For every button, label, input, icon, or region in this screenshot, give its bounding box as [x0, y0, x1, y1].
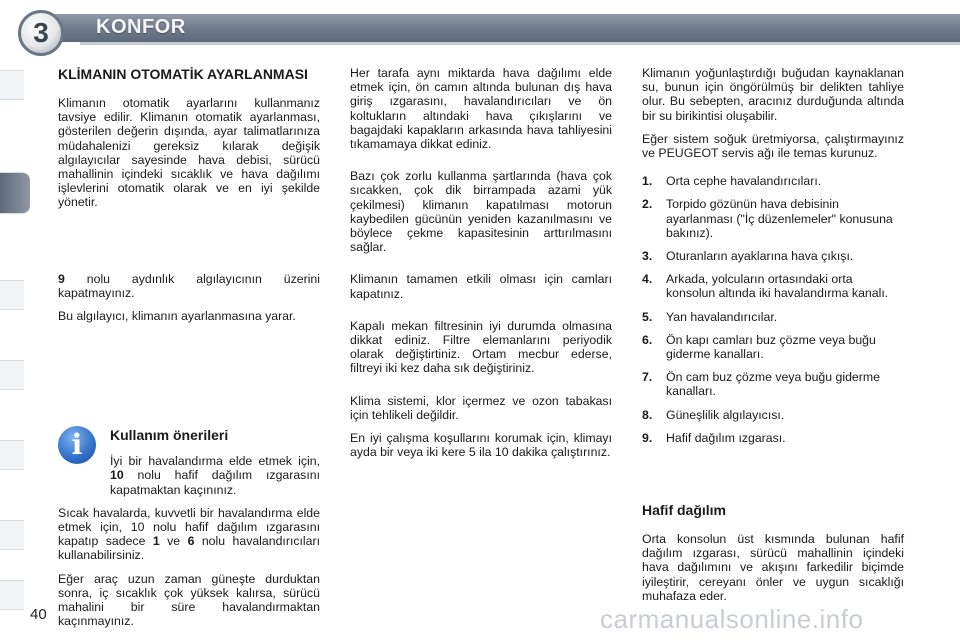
- list-number: 3.: [642, 249, 653, 264]
- list-text: Güneşlilik algılayıcısı.: [666, 407, 785, 422]
- paragraph: Klimanın otomatik ayarlarını kullanmanız tavsiye edilir. Klimanın otomatik ayarlanması, gösterilen değerin dışında, ayar talimatlarınıza müdahalenizi gereksiz kılarak değişik algılayıcılar sayesinde hava debisi, sürücü mahallinin içindeki sıcaklık ve hava dağılımı işlevlerini otomatik olarak ve en iyi şekilde yönetir.: [58, 96, 320, 210]
- chapter-side-tabs: [0, 60, 28, 620]
- list-text: Orta cephe havalandırıcıları.: [666, 174, 822, 189]
- paragraph-text: nolu aydınlık algılayıcının üzerini kapatmayınız.: [58, 271, 320, 300]
- list-item: [642, 249, 904, 263]
- list-number: 6.: [642, 332, 653, 347]
- list-text: Oturanların ayaklarına hava çıkışı.: [666, 249, 854, 264]
- column-middle: [350, 66, 612, 468]
- paragraph: Klimanın tamamen etkili olması için camları kapatınız.: [350, 272, 612, 301]
- list-item: [642, 431, 904, 445]
- paragraph: Eğer araç uzun zaman güneşte durduktan sonra, iç sıcaklık çok yüksek kalırsa, sürücü mahalini bir süre havalandırmaktan kaçınmayınız.: [58, 571, 320, 629]
- paragraph-text: Sıcak havalarda, kuvvetli bir havalandırma elde etmek için, 10 nolu hafif dağılım ızgarasını kapatıp sadece: [58, 505, 320, 549]
- watermark: carmanualsonline.info: [600, 604, 864, 634]
- paragraph: Bazı çok zorlu kullanma şartlarında (hava çok sıcakken, çok dik birrampada azami yük çekilmesi) klimanın kapatılması motorun kaybedilen gücünün yeniden kazanılmasını ve böylece çekme kapasitesinin arttırılmasını sağlar.: [350, 169, 612, 255]
- paragraph-text: ve: [159, 534, 188, 549]
- list-item: [642, 408, 904, 422]
- side-tab[interactable]: [0, 580, 24, 610]
- chapter-number-badge: 3: [18, 10, 64, 56]
- list-text: Ön cam buz çözme veya buğu giderme kanalları.: [666, 370, 880, 399]
- section-title: KLİMANIN OTOMATİK AYARLANMASI: [58, 66, 308, 82]
- list-item: [642, 197, 904, 240]
- column-right: [642, 66, 904, 454]
- paragraph-text: nolu havalandırıcıları kullanabilirsiniz.: [58, 534, 321, 563]
- paragraph-text: nolu hafif dağılım ızgarasını kapatmaktan kaçınınız.: [110, 468, 320, 497]
- side-tab[interactable]: [0, 440, 24, 470]
- paragraph: Her tarafa aynı miktarda hava dağılımı elde etmek için, ön camın altında bulunan dış hava giriş ızgarasını, havalandırıcıları ve ön koltukların altındaki hava çıkışlarını ve bagajdaki kapakların arkasında hava tahliyesini tıkamamaya dikkat ediniz.: [350, 66, 612, 152]
- page-title: KONFOR: [96, 16, 186, 38]
- column-left: [58, 66, 320, 332]
- paragraph: Kapalı mekan filtresinin iyi durumda olmasına dikkat ediniz. Filtre elemanlarını periyodik olarak değiştirtiniz. Ortam mecbur ederse, filtreyi iki kez daha sık değiştiriniz.: [350, 318, 612, 376]
- paragraph: En iyi çalışma koşullarını korumak için, klimayı ayda bir veya iki kere 5 ila 10 dakika çalıştırınız.: [350, 431, 612, 460]
- paragraph: Eğer sistem soğuk üretmiyorsa, çalıştırmayınız ve PEUGEOT servis ağı ile temas kurunuz.: [642, 131, 904, 161]
- list-text: Yan havalandırıcılar.: [666, 309, 778, 324]
- list-text: Hafif dağılım ızgarası.: [666, 430, 786, 445]
- list-item: [642, 174, 904, 188]
- info-icon: i: [58, 426, 96, 464]
- list-number: 5.: [642, 309, 653, 324]
- paragraph-text: İyi bir havalandırma elde etmek için,: [110, 454, 320, 469]
- list-item: [642, 310, 904, 324]
- section-title: Hafif dağılım: [642, 502, 727, 518]
- light-distribution-section: [642, 502, 904, 603]
- reference-number: 10: [110, 468, 124, 483]
- reference-number: 1: [152, 534, 160, 549]
- paragraph: Bu algılayıcı, klimanın ayarlanmasına yarar.: [58, 309, 296, 324]
- list-text: Ön kapı camları buz çözme veya buğu giderme kanalları.: [666, 332, 876, 362]
- list-number: 8.: [642, 407, 653, 422]
- page-number: 40: [30, 606, 47, 623]
- list-number: 2.: [642, 197, 653, 212]
- paragraph: Orta konsolun üst kısmında bulunan hafif dağılım ızgarası, sürücü mahallinin içindeki hava dağılımını ve akışını farkedilir biçimde iyileştirir, cereyanı önler ve uygun sıcaklığı muhafaza eder.: [642, 532, 904, 603]
- reference-number: 6: [187, 534, 195, 549]
- list-number: 7.: [642, 370, 653, 385]
- side-tab[interactable]: [0, 360, 24, 390]
- side-tab[interactable]: [0, 520, 24, 550]
- paragraph: [58, 506, 320, 563]
- paragraph: [110, 454, 320, 497]
- legend-list: [642, 174, 904, 445]
- paragraph: Klimanın yoğunlaştırdığı buğudan kaynaklanan su, bunun için öngörülmüş bir delikten tahliye olur. Bu sebepten, aracınız durduğunda altında bir su birikintisi oluşabilir.: [642, 66, 904, 123]
- list-number: 9.: [642, 430, 653, 445]
- tips-title: Kullanım önerileri: [110, 427, 229, 443]
- paragraph: Klima sistemi, klor içermez ve ozon tabakası için tehlikeli değildir.: [350, 393, 612, 422]
- side-tab[interactable]: [0, 280, 24, 310]
- list-text: Torpido gözünün hava debisinin ayarlanması ("İç düzenlemeler" konusuna bakınız).: [666, 197, 893, 240]
- side-tab-active[interactable]: [0, 172, 30, 214]
- list-item: [642, 333, 904, 361]
- list-number: 1.: [642, 174, 653, 189]
- side-tab[interactable]: [0, 70, 24, 100]
- list-text: Arkada, yolcuların ortasındaki orta konsolun altında iki havalandırma kanalı.: [666, 272, 889, 301]
- paragraph: [58, 272, 320, 300]
- usage-tips-box: [58, 424, 320, 637]
- reference-number: 9: [58, 271, 65, 286]
- list-item: [642, 272, 904, 300]
- list-number: 4.: [642, 272, 653, 287]
- list-item: [642, 370, 904, 398]
